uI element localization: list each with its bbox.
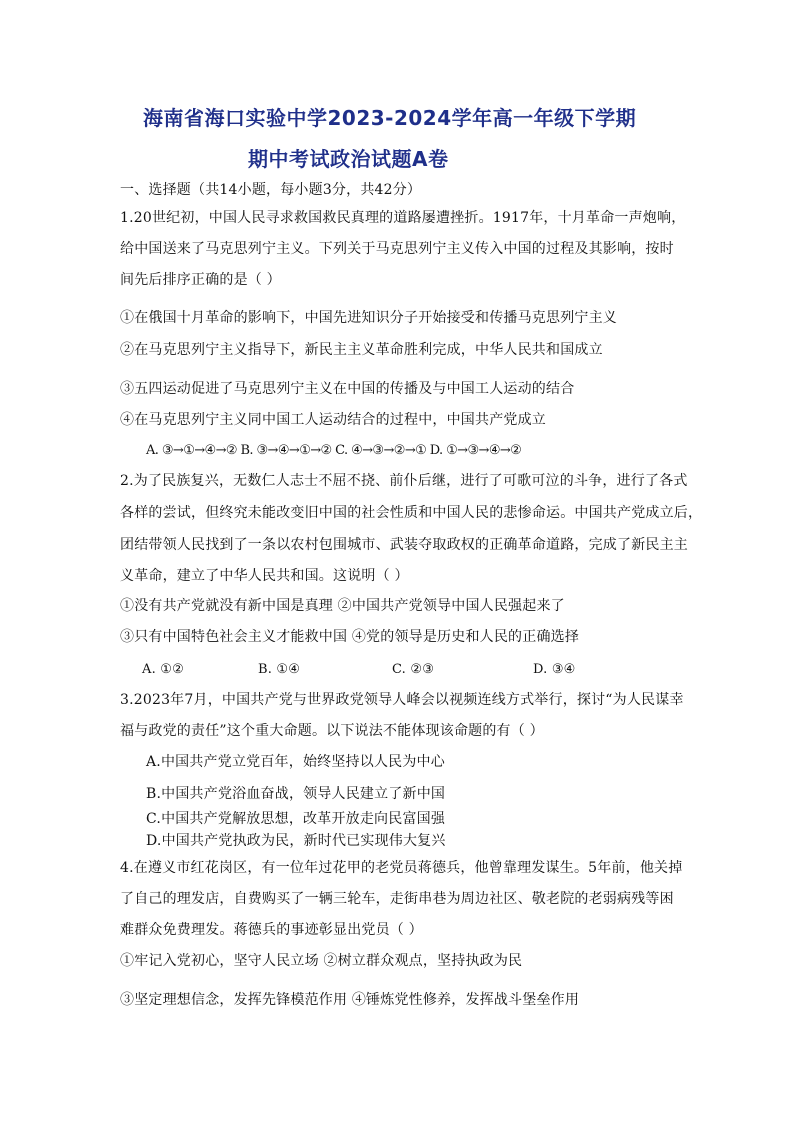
question-1-line-2: 给中国送来了马克思列宁主义。下列关于马克思列宁主义传入中国的过程及其影响，按时 xyxy=(120,241,674,257)
question-2-item-row-1: ①没有共产党就没有新中国是真理 ②中国共产党领导中国人民强起来了 xyxy=(120,598,565,614)
question-4-item-row-1: ①牢记入党初心，坚守人民立场 ②树立群众观点，坚持执政为民 xyxy=(120,953,523,969)
question-2-option-d: D. ③④ xyxy=(533,662,576,677)
question-2-line-1: 2.为了民族复兴，无数仁人志士不屈不挠、前仆后继，进行了可歌可泣的斗争，进行了各式 xyxy=(120,473,688,489)
exam-title-line2: 期中考试政治试题A卷 xyxy=(248,147,449,171)
question-3-line-1: 3.2023年7月，中国共产党与世界政党领导人峰会以视频连线方式举行，探讨“为人民谋幸 xyxy=(120,692,684,708)
question-1-line-1: 1.20世纪初，中国人民寻求救国救民真理的道路屡遭挫折。1917年，十月革命一声炮响， xyxy=(120,210,686,226)
question-3-option-d: D.中国共产党执政为民，新时代已实现伟大复兴 xyxy=(146,833,446,849)
question-2-item-row-2: ③只有中国特色社会主义才能救中国 ④党的领导是历史和人民的正确选择 xyxy=(120,629,580,645)
question-4-line-3: 难群众免费理发。蒋德兵的事迹彰显出党员（ ） xyxy=(120,922,423,938)
question-1-item-3: ③五四运动促进了马克思列宁主义在中国的传播及与中国工人运动的结合 xyxy=(120,381,575,397)
question-1-item-1: ①在俄国十月革命的影响下，中国先进知识分子开始接受和传播马克思列宁主义 xyxy=(120,310,617,326)
question-4-item-row-2: ③坚定理想信念，发挥先锋模范作用 ④锤炼党性修养，发挥战斗堡垒作用 xyxy=(120,992,580,1008)
question-3-line-2: 福与政党的责任”这个重大命题。以下说法不能体现该命题的有（ ） xyxy=(120,723,544,739)
question-2-option-b: B. ①④ xyxy=(258,662,301,677)
question-2-line-3: 团结带领人民找到了一条以农村包围城市、武装夺取政权的正确革命道路，完成了新民主主 xyxy=(120,537,688,553)
question-2-line-2: 各样的尝试，但终究未能改变旧中国的社会性质和中国人民的悲惨命运。中国共产党成立后， xyxy=(120,505,703,521)
question-3-option-c: C.中国共产党解放思想，改革开放走向民富国强 xyxy=(146,811,446,827)
exam-title-line1: 海南省海口实验中学2023-2024学年高一年级下学期 xyxy=(143,106,637,130)
question-2-line-4: 义革命，建立了中华人民共和国。这说明（ ） xyxy=(120,568,409,584)
question-4-line-2: 了自己的理发店，自费购买了一辆三轮车，走街串巷为周边社区、敬老院的老弱病残等困 xyxy=(120,891,674,907)
section-heading: 一、选择题（共14小题，每小题3分，共42分） xyxy=(120,182,422,198)
question-2-option-a: A. ①② xyxy=(142,662,184,677)
question-1-line-3: 间先后排序正确的是（ ） xyxy=(120,272,281,288)
question-1-options: A. ③→①→④→② B. ③→④→①→② C. ④→③→②→① D. ①→③→④→② xyxy=(146,443,522,458)
question-3-option-a: A.中国共产党立党百年，始终坚持以人民为中心 xyxy=(146,754,445,770)
question-4-line-1: 4.在遵义市红花岗区，有一位年过花甲的老党员蒋德兵，他曾靠理发谋生。5年前，他关掉 xyxy=(120,860,683,876)
question-1-item-2: ②在马克思列宁主义指导下，新民主主义革命胜利完成，中华人民共和国成立 xyxy=(120,342,603,358)
question-2-option-c: C. ②③ xyxy=(392,662,435,677)
question-3-option-b: B.中国共产党浴血奋战，领导人民建立了新中国 xyxy=(146,786,446,802)
question-1-item-4: ④在马克思列宁主义同中国工人运动结合的过程中，中国共产党成立 xyxy=(120,412,546,428)
